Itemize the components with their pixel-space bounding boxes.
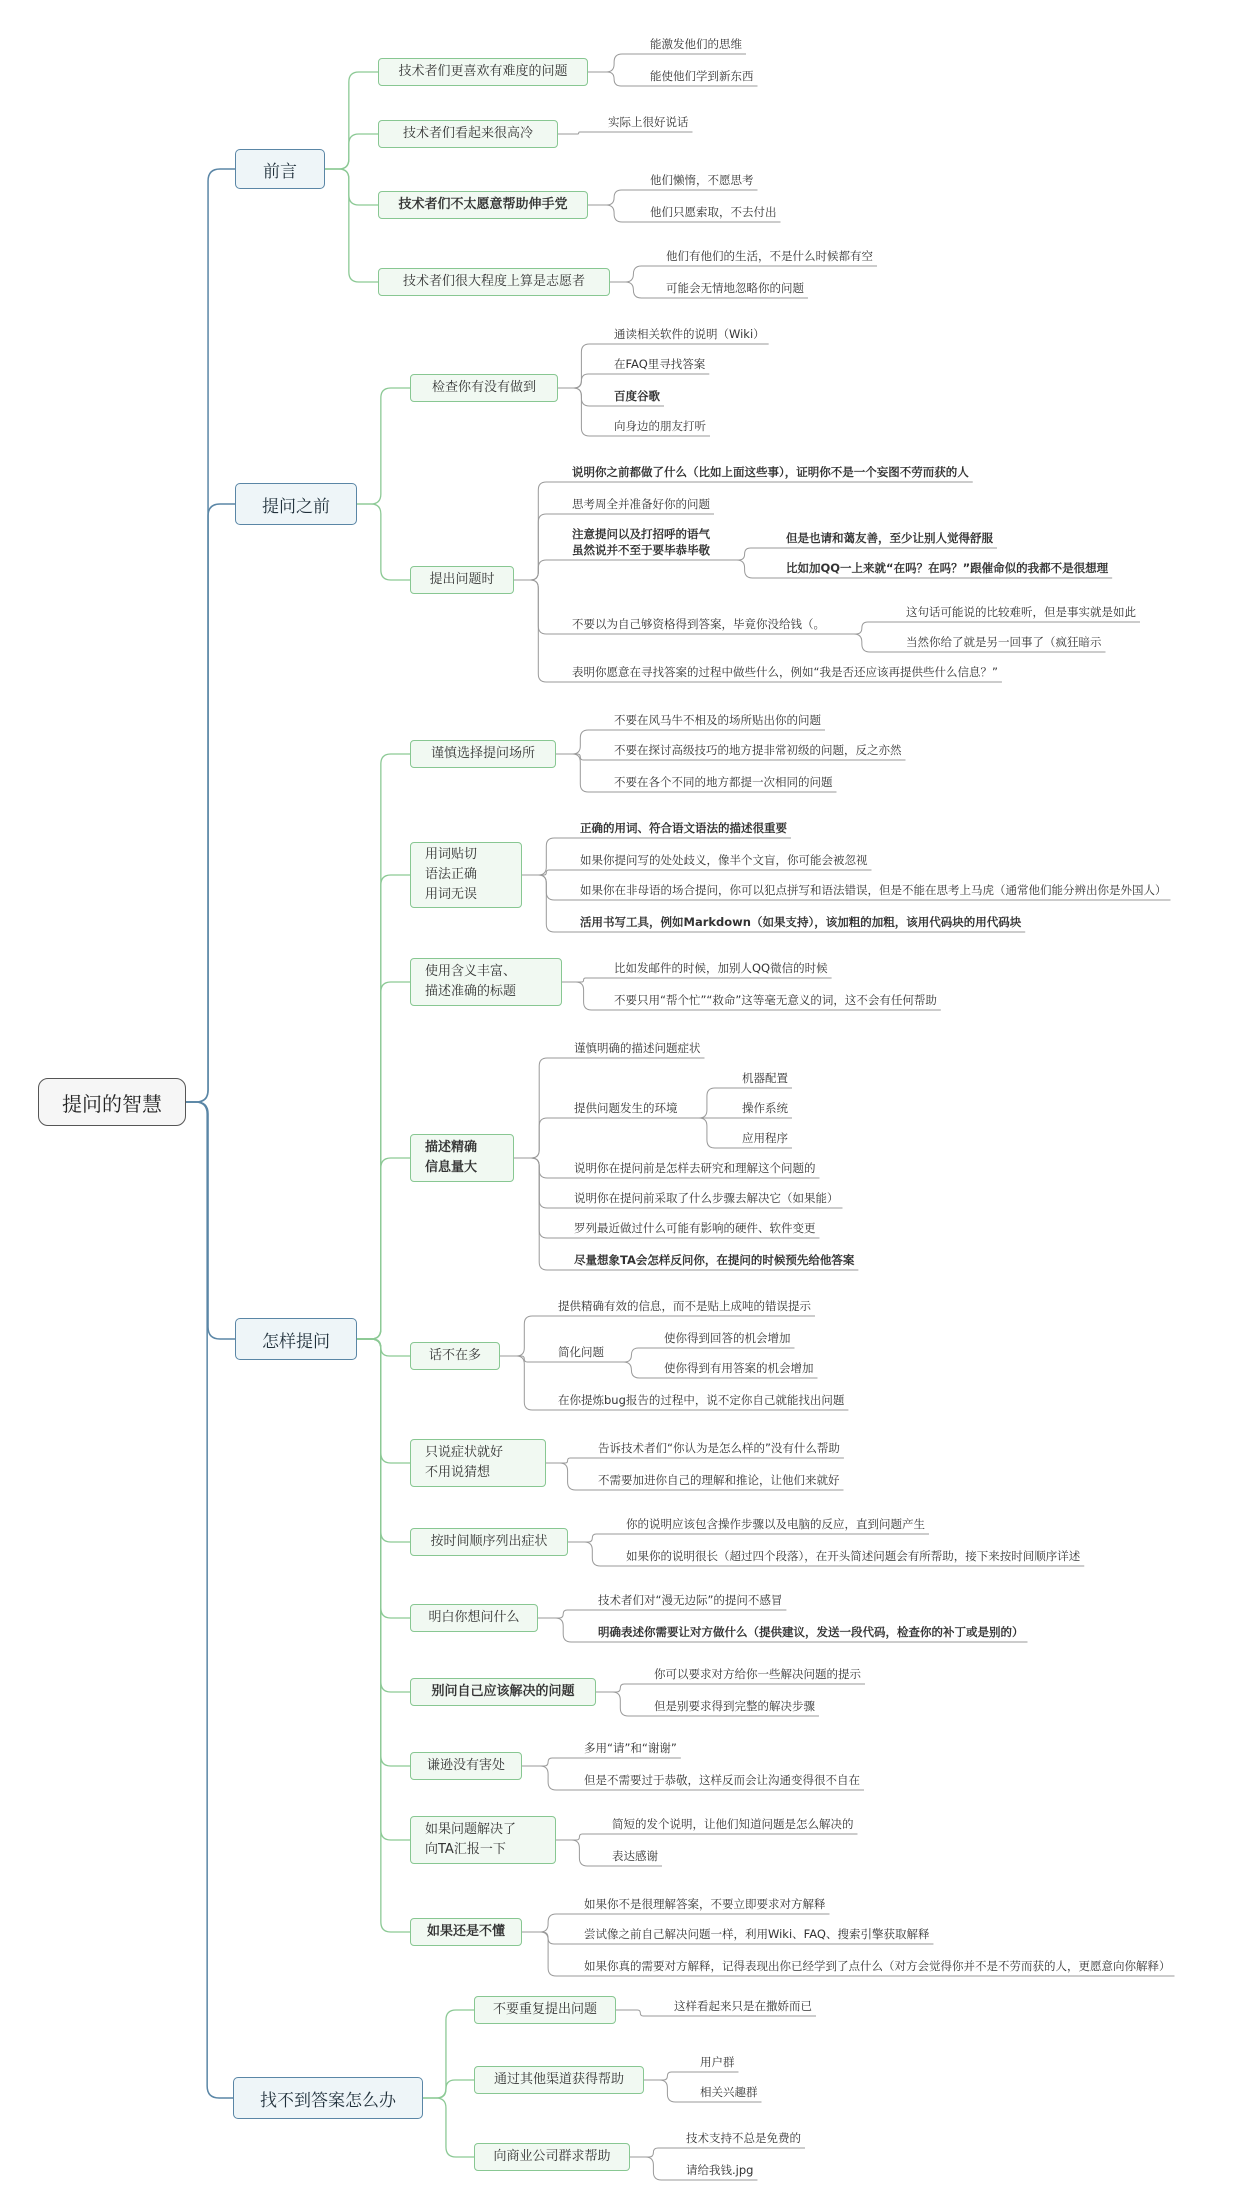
leaf-link-l-2-7-1 [538, 1618, 594, 1642]
leaf-link-l-0-3-1 [610, 282, 662, 298]
topic-check-done[interactable]: 检查你有没有做到 [410, 374, 558, 402]
leaf: 他们只愿索取，不去付出 [650, 205, 777, 219]
root-link-1 [186, 504, 235, 1102]
leaf: 尝试像之前自己解决问题一样，利用Wiki、FAQ、搜索引擎获取解释 [584, 1927, 930, 1941]
leaf: 如果你不是很理解答案，不要立即要求对方解释 [584, 1897, 826, 1911]
sub-link-l-1-1-2-1 [714, 560, 782, 578]
leaf: 简化问题 [558, 1345, 604, 1359]
topic-know-question[interactable]: 明白你想问什么 [410, 1604, 538, 1632]
leaf: 多用“请”和“谢谢” [584, 1741, 677, 1755]
sub-link-l-2-3-1-2 [682, 1118, 739, 1148]
root-node[interactable]: 提问的智慧 [38, 1078, 186, 1126]
sub-link-l-1-1-3-0 [829, 622, 902, 634]
leaf-link-l-2-8-1 [596, 1692, 650, 1716]
leaf: 当然你给了就是另一回事了（疯狂暗示 [906, 635, 1102, 649]
leaf-link-l-2-7-0 [538, 1610, 594, 1618]
leaf-link-l-1-1-4 [514, 580, 568, 682]
leaf: 向身边的朋友打听 [614, 419, 706, 433]
branch-link-n-b2c0 [357, 754, 410, 1339]
branch-link-n-b2c11 [357, 1339, 410, 1932]
topic-meaningful-title[interactable]: 使用含义丰富、 描述准确的标题 [410, 958, 562, 1006]
leaf: 百度谷歌 [614, 389, 660, 403]
branch-no-answer[interactable]: 找不到答案怎么办 [233, 2077, 423, 2119]
topic-chronological[interactable]: 按时间顺序列出症状 [410, 1528, 568, 1556]
leaf-link-l-1-1-2 [514, 560, 568, 580]
leaf: 通读相关软件的说明（Wiki） [614, 327, 765, 341]
leaf-link-l-2-9-1 [522, 1766, 580, 1790]
branch-link-n-b2c3 [357, 1158, 410, 1339]
leaf: 在FAQ里寻找答案 [614, 357, 706, 371]
leaf: 技术者们对“漫无边际”的提问不感冒 [598, 1593, 783, 1607]
leaf: 技术支持不总是免费的 [686, 2131, 801, 2145]
leaf: 使你得到回答的机会增加 [664, 1331, 791, 1345]
leaf: 但是也请和蔼友善，至少让别人觉得舒服 [786, 531, 993, 545]
leaf-link-l-2-10-1 [556, 1840, 608, 1866]
topic-wording[interactable]: 用词贴切 语法正确 用词无误 [410, 842, 522, 908]
leaf: 如果你真的需要对方解释，记得表现出你已经学到了点什么（对方会觉得你并不是不劳而获的人，更愿意向你解释） [584, 1959, 1171, 1973]
topic-own-problem[interactable]: 别问自己应该解决的问题 [410, 1678, 596, 1706]
branch-link-n-b2c9 [357, 1339, 410, 1766]
topic-no-freeloaders[interactable]: 技术者们不太愿意帮助伸手党 [378, 191, 588, 219]
leaf-link-l-2-3-3 [514, 1158, 570, 1208]
leaf: 表达感谢 [612, 1849, 658, 1863]
leaf-link-l-0-1-0 [558, 132, 604, 134]
leaf-link-l-3-0-0 [616, 2010, 670, 2016]
leaf-link-l-2-11-1 [522, 1932, 580, 1944]
leaf: 活用书写工具，例如Markdown（如果支持），该加粗的加粗，该用代码块的用代码块 [580, 915, 1022, 929]
leaf: 用户群 [700, 2055, 735, 2069]
leaf-link-l-2-6-1 [568, 1542, 622, 1566]
topic-look-cold[interactable]: 技术者们看起来很高冷 [378, 120, 558, 148]
leaf: 比如加QQ一上来就“在吗？在吗？”跟催命似的我都不是很想理 [786, 561, 1109, 575]
leaf-link-l-2-2-1 [562, 982, 610, 1010]
leaf: 你可以要求对方给你一些解决问题的提示 [654, 1667, 861, 1681]
leaf-link-l-2-9-0 [522, 1758, 580, 1766]
leaf-link-l-2-3-1 [514, 1118, 570, 1158]
topic-symptoms-only[interactable]: 只说症状就好 不用说猜想 [410, 1439, 546, 1487]
leaf: 在你提炼bug报告的过程中，说不定你自己就能找出问题 [558, 1393, 845, 1407]
leaf: 简短的发个说明，让他们知道问题是怎么解决的 [612, 1817, 854, 1831]
branch-link-n-b1c0 [357, 388, 410, 504]
leaf-link-l-0-0-0 [588, 54, 646, 72]
leaf: 谨慎明确的描述问题症状 [574, 1041, 701, 1055]
leaf: 提供精确有效的信息，而不是贴上成吨的错误提示 [558, 1299, 811, 1313]
leaf: 但是别要求得到完整的解决步骤 [654, 1699, 815, 1713]
root-link-2 [186, 1102, 235, 1339]
leaf: 相关兴趣群 [700, 2085, 758, 2099]
leaf: 明确表述你需要让对方做什么（提供建议，发送一段代码，检查你的补丁或是别的） [598, 1625, 1024, 1639]
leaf-link-l-2-0-0 [556, 730, 610, 754]
leaf-link-l-3-2-1 [630, 2157, 682, 2180]
leaf: 如果你在非母语的场合提问，你可以犯点拼写和语法错误，但是不能在思考上马虎（通常他们能分辨出你是外国人） [580, 883, 1167, 897]
leaf: 比如发邮件的时候，加别人QQ微信的时候 [614, 961, 828, 975]
leaf-link-l-0-2-1 [588, 205, 646, 222]
leaf: 注意提问以及打招呼的语气 虽然说并不至于要毕恭毕敬 [572, 527, 710, 557]
topic-humble[interactable]: 谦逊没有害处 [410, 1752, 522, 1780]
sub-link-l-2-4-1-1 [608, 1362, 660, 1378]
branch-before-asking[interactable]: 提问之前 [235, 483, 357, 525]
leaf: 能激发他们的思维 [650, 37, 742, 51]
leaf: 不需要加进你自己的理解和推论，让他们来就好 [598, 1473, 840, 1487]
leaf: 尽量想象TA会怎样反问你，在提问的时候预先给他答案 [574, 1253, 855, 1267]
sub-link-l-1-1-3-1 [829, 634, 902, 652]
leaf-link-l-2-4-0 [500, 1316, 554, 1356]
leaf: 应用程序 [742, 1131, 788, 1145]
leaf: 正确的用词、符合语文语法的描述很重要 [580, 821, 787, 835]
leaf-link-l-1-0-0 [558, 344, 610, 388]
topic-choose-venue[interactable]: 谨慎选择提问场所 [410, 740, 556, 768]
leaf: 不要只用“帮个忙”“救命”这等毫无意义的词，这不会有任何帮助 [614, 993, 937, 1007]
leaf-link-l-0-3-0 [610, 266, 662, 282]
branch-link-n-b2c4 [357, 1339, 410, 1356]
leaf: 罗列最近做过什么可能有影响的硬件、软件变更 [574, 1221, 816, 1235]
leaf: 说明你在提问前是怎样去研究和理解这个问题的 [574, 1161, 816, 1175]
leaf: 机器配置 [742, 1071, 788, 1085]
leaf-link-l-2-3-5 [514, 1158, 570, 1270]
leaf: 表明你愿意在寻找答案的过程中做些什么，例如“我是否还应该再提供些什么信息？” [572, 665, 998, 679]
leaf-link-l-2-2-0 [562, 978, 610, 982]
leaf: 请给我钱.jpg [686, 2163, 754, 2177]
leaf: 他们懒惰，不愿思考 [650, 173, 754, 187]
leaf: 不要在探讨高级技巧的地方提非常初级的问题，反之亦然 [614, 743, 902, 757]
leaf: 不要以为自己够资格得到答案，毕竟你没给钱（。 [572, 617, 825, 631]
leaf-link-l-2-5-0 [546, 1458, 594, 1463]
branch-how-to-ask[interactable]: 怎样提问 [235, 1318, 357, 1360]
branch-link-n-b3c2 [423, 2098, 474, 2157]
topic-commercial[interactable]: 向商业公司群求帮助 [474, 2143, 630, 2171]
leaf: 这句话可能说的比较难听，但是事实就是如此 [906, 605, 1136, 619]
leaf: 说明你在提问前采取了什么步骤去解决它（如果能） [574, 1191, 839, 1205]
branch-link-n-b2c8 [357, 1339, 410, 1692]
topic-report-back[interactable]: 如果问题解决了 向TA汇报一下 [410, 1816, 556, 1864]
branch-link-n-b3c0 [423, 2010, 474, 2098]
branch-link-n-b2c6 [357, 1339, 410, 1542]
topic-when-asking[interactable]: 提出问题时 [410, 566, 514, 594]
branch-link-n-b0c2 [325, 169, 378, 205]
leaf-link-l-2-10-0 [556, 1834, 608, 1840]
topic-less-is-more[interactable]: 话不在多 [410, 1342, 500, 1370]
topic-no-repeat[interactable]: 不要重复提出问题 [474, 1996, 616, 2024]
leaf-link-l-3-1-1 [644, 2080, 696, 2102]
topic-other-channels[interactable]: 通过其他渠道获得帮助 [474, 2066, 644, 2094]
branch-link-n-b2c1 [357, 875, 410, 1339]
leaf-link-l-1-0-1 [558, 374, 610, 388]
leaf: 能使他们学到新东西 [650, 69, 754, 83]
leaf-link-l-2-11-2 [522, 1932, 580, 1976]
leaf-link-l-1-1-3 [514, 580, 568, 634]
leaf: 实际上很好说话 [608, 115, 689, 129]
leaf-link-l-2-4-2 [500, 1356, 554, 1410]
branch-link-n-b0c0 [325, 72, 378, 169]
topic-still-confused[interactable]: 如果还是不懂 [410, 1918, 522, 1946]
leaf: 如果你提问写的处处歧义，像半个文盲，你可能会被忽视 [580, 853, 868, 867]
leaf-link-l-2-8-0 [596, 1684, 650, 1692]
root-link-3 [186, 1102, 233, 2098]
branch-link-n-b3c1 [423, 2080, 474, 2098]
leaf: 你的说明应该包含操作步骤以及电脑的反应，直到问题产生 [626, 1517, 925, 1531]
leaf: 思考周全并准备好你的问题 [572, 497, 710, 511]
leaf: 可能会无情地忽略你的问题 [666, 281, 804, 295]
leaf-link-l-2-5-1 [546, 1463, 594, 1490]
leaf: 但是不需要过于恭敬，这样反而会让沟通变得很不自在 [584, 1773, 860, 1787]
branch-preface[interactable]: 前言 [235, 149, 325, 189]
branch-link-n-b2c5 [357, 1339, 410, 1463]
leaf-link-l-2-11-0 [522, 1914, 580, 1932]
leaf-link-l-2-6-0 [568, 1534, 622, 1542]
leaf-link-l-0-2-0 [588, 190, 646, 205]
leaf-link-l-2-1-0 [522, 838, 576, 875]
leaf-link-l-2-3-2 [514, 1158, 570, 1178]
root-link-0 [186, 169, 235, 1102]
leaf: 不要在风马牛不相及的场所贴出你的问题 [614, 713, 821, 727]
leaf: 这样看起来只是在撒娇而已 [674, 1999, 812, 2013]
topic-hard-problems[interactable]: 技术者们更喜欢有难度的问题 [378, 58, 588, 86]
topic-volunteers[interactable]: 技术者们很大程度上算是志愿者 [378, 268, 610, 296]
branch-link-n-b0c1 [325, 134, 378, 169]
leaf: 如果你的说明很长（超过四个段落），在开头简述问题会有所帮助，接下来按时间顺序详述 [626, 1549, 1081, 1563]
leaf-link-l-2-3-0 [514, 1058, 570, 1158]
leaf-link-l-2-3-4 [514, 1158, 570, 1238]
sub-link-l-2-3-1-0 [682, 1088, 739, 1118]
leaf-link-l-2-1-3 [522, 875, 576, 932]
branch-link-n-b2c7 [357, 1339, 410, 1618]
leaf-link-l-2-1-2 [522, 875, 576, 900]
leaf-link-l-3-1-0 [644, 2072, 696, 2080]
leaf-link-l-2-4-1 [500, 1356, 554, 1362]
topic-precise-description[interactable]: 描述精确 信息量大 [410, 1134, 514, 1182]
sub-link-l-2-4-1-0 [608, 1348, 660, 1362]
leaf-link-l-2-0-1 [556, 754, 610, 760]
leaf-link-l-1-0-3 [558, 388, 610, 436]
leaf-link-l-2-1-1 [522, 870, 576, 875]
leaf: 提供问题发生的环境 [574, 1101, 678, 1115]
branch-link-n-b0c3 [325, 169, 378, 282]
leaf: 操作系统 [742, 1101, 788, 1115]
leaf-link-l-1-0-2 [558, 388, 610, 406]
leaf: 使你得到有用答案的机会增加 [664, 1361, 814, 1375]
leaf-link-l-1-1-1 [514, 514, 568, 580]
leaf: 说明你之前都做了什么（比如上面这些事），证明你不是一个妄图不劳而获的人 [572, 465, 969, 479]
branch-link-n-b2c10 [357, 1339, 410, 1840]
leaf: 他们有他们的生活，不是什么时候都有空 [666, 249, 873, 263]
leaf-link-l-3-2-0 [630, 2148, 682, 2157]
branch-link-n-b1c1 [357, 504, 410, 580]
leaf: 不要在各个不同的地方都提一次相同的问题 [614, 775, 833, 789]
leaf-link-l-1-1-0 [514, 482, 568, 580]
sub-link-l-1-1-2-0 [714, 548, 782, 560]
leaf: 告诉技术者们“你认为是怎么样的”没有什么帮助 [598, 1441, 840, 1455]
leaf-link-l-0-0-1 [588, 72, 646, 86]
